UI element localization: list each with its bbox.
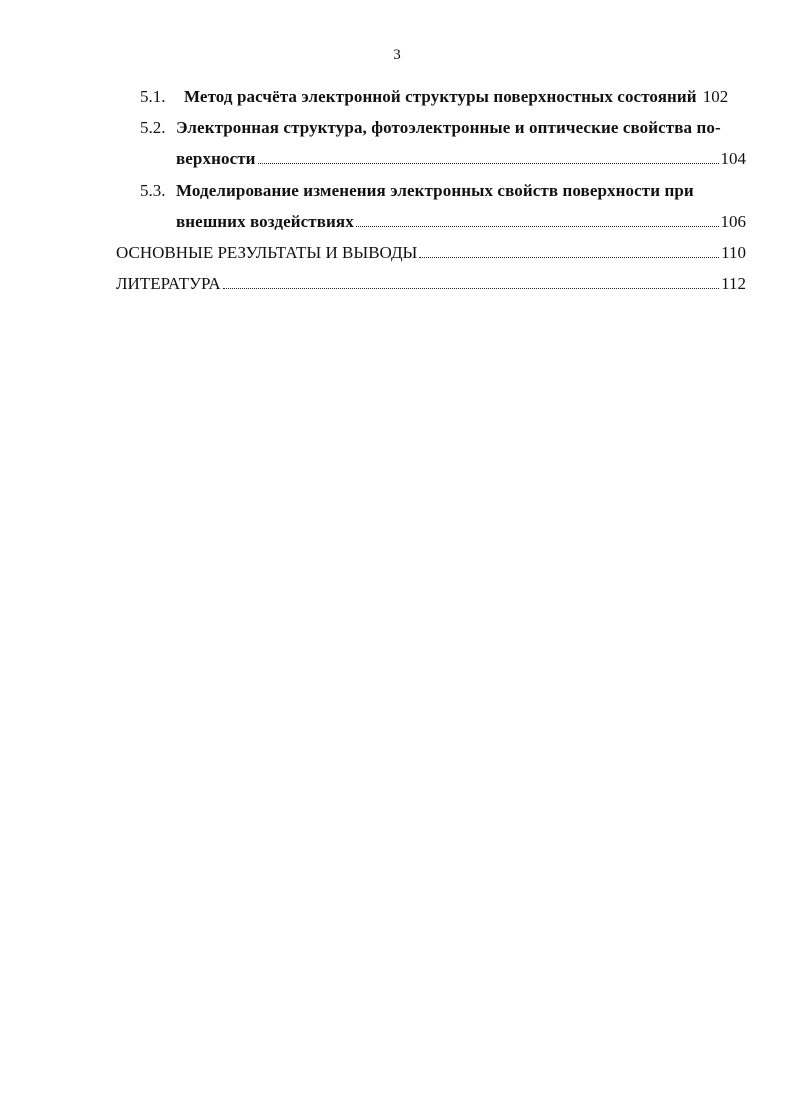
toc-entry-5-2[interactable] — [140, 117, 746, 139]
page-number: 3 — [393, 47, 401, 63]
toc-entry-title: Моделирование изменения электронных свойств поверхности при — [176, 181, 694, 200]
toc-entry-page: 104 — [720, 149, 746, 168]
dot-leader — [356, 226, 719, 227]
dot-leader — [223, 288, 720, 289]
toc-entry-title: ОСНОВНЫЕ РЕЗУЛЬТАТЫ И ВЫВОДЫ — [116, 243, 418, 262]
toc-entry-title-continued: внешних воздействиях — [176, 212, 354, 231]
table-of-contents — [0, 0, 794, 400]
toc-entry-5-3-continued[interactable] — [176, 211, 746, 233]
dot-leader — [419, 257, 719, 258]
toc-entry-page: 102 — [702, 87, 729, 106]
toc-entry-page: 106 — [720, 212, 746, 231]
dot-leader — [258, 163, 719, 164]
toc-entry-page: 112 — [721, 274, 746, 293]
toc-entry-number: 5.1. — [140, 87, 166, 106]
toc-entry-literature[interactable] — [116, 273, 746, 295]
toc-entry-title-continued: верхности — [176, 149, 256, 168]
toc-entry-number: 5.3. — [140, 181, 166, 200]
toc-entry-5-1[interactable] — [140, 86, 746, 108]
toc-entry-page: 110 — [721, 243, 746, 262]
toc-entry-title: ЛИТЕРАТУРА — [116, 274, 221, 293]
toc-entry-5-3[interactable] — [140, 180, 746, 202]
toc-entry-title: Метод расчёта электронной структуры поверхностных состояний — [184, 87, 697, 106]
toc-entry-5-2-continued[interactable] — [176, 148, 746, 170]
toc-entry-results[interactable] — [116, 242, 746, 264]
toc-entry-number: 5.2. — [140, 118, 166, 137]
toc-entry-title: Электронная структура, фотоэлектронные и оптические свойства по- — [176, 118, 721, 137]
